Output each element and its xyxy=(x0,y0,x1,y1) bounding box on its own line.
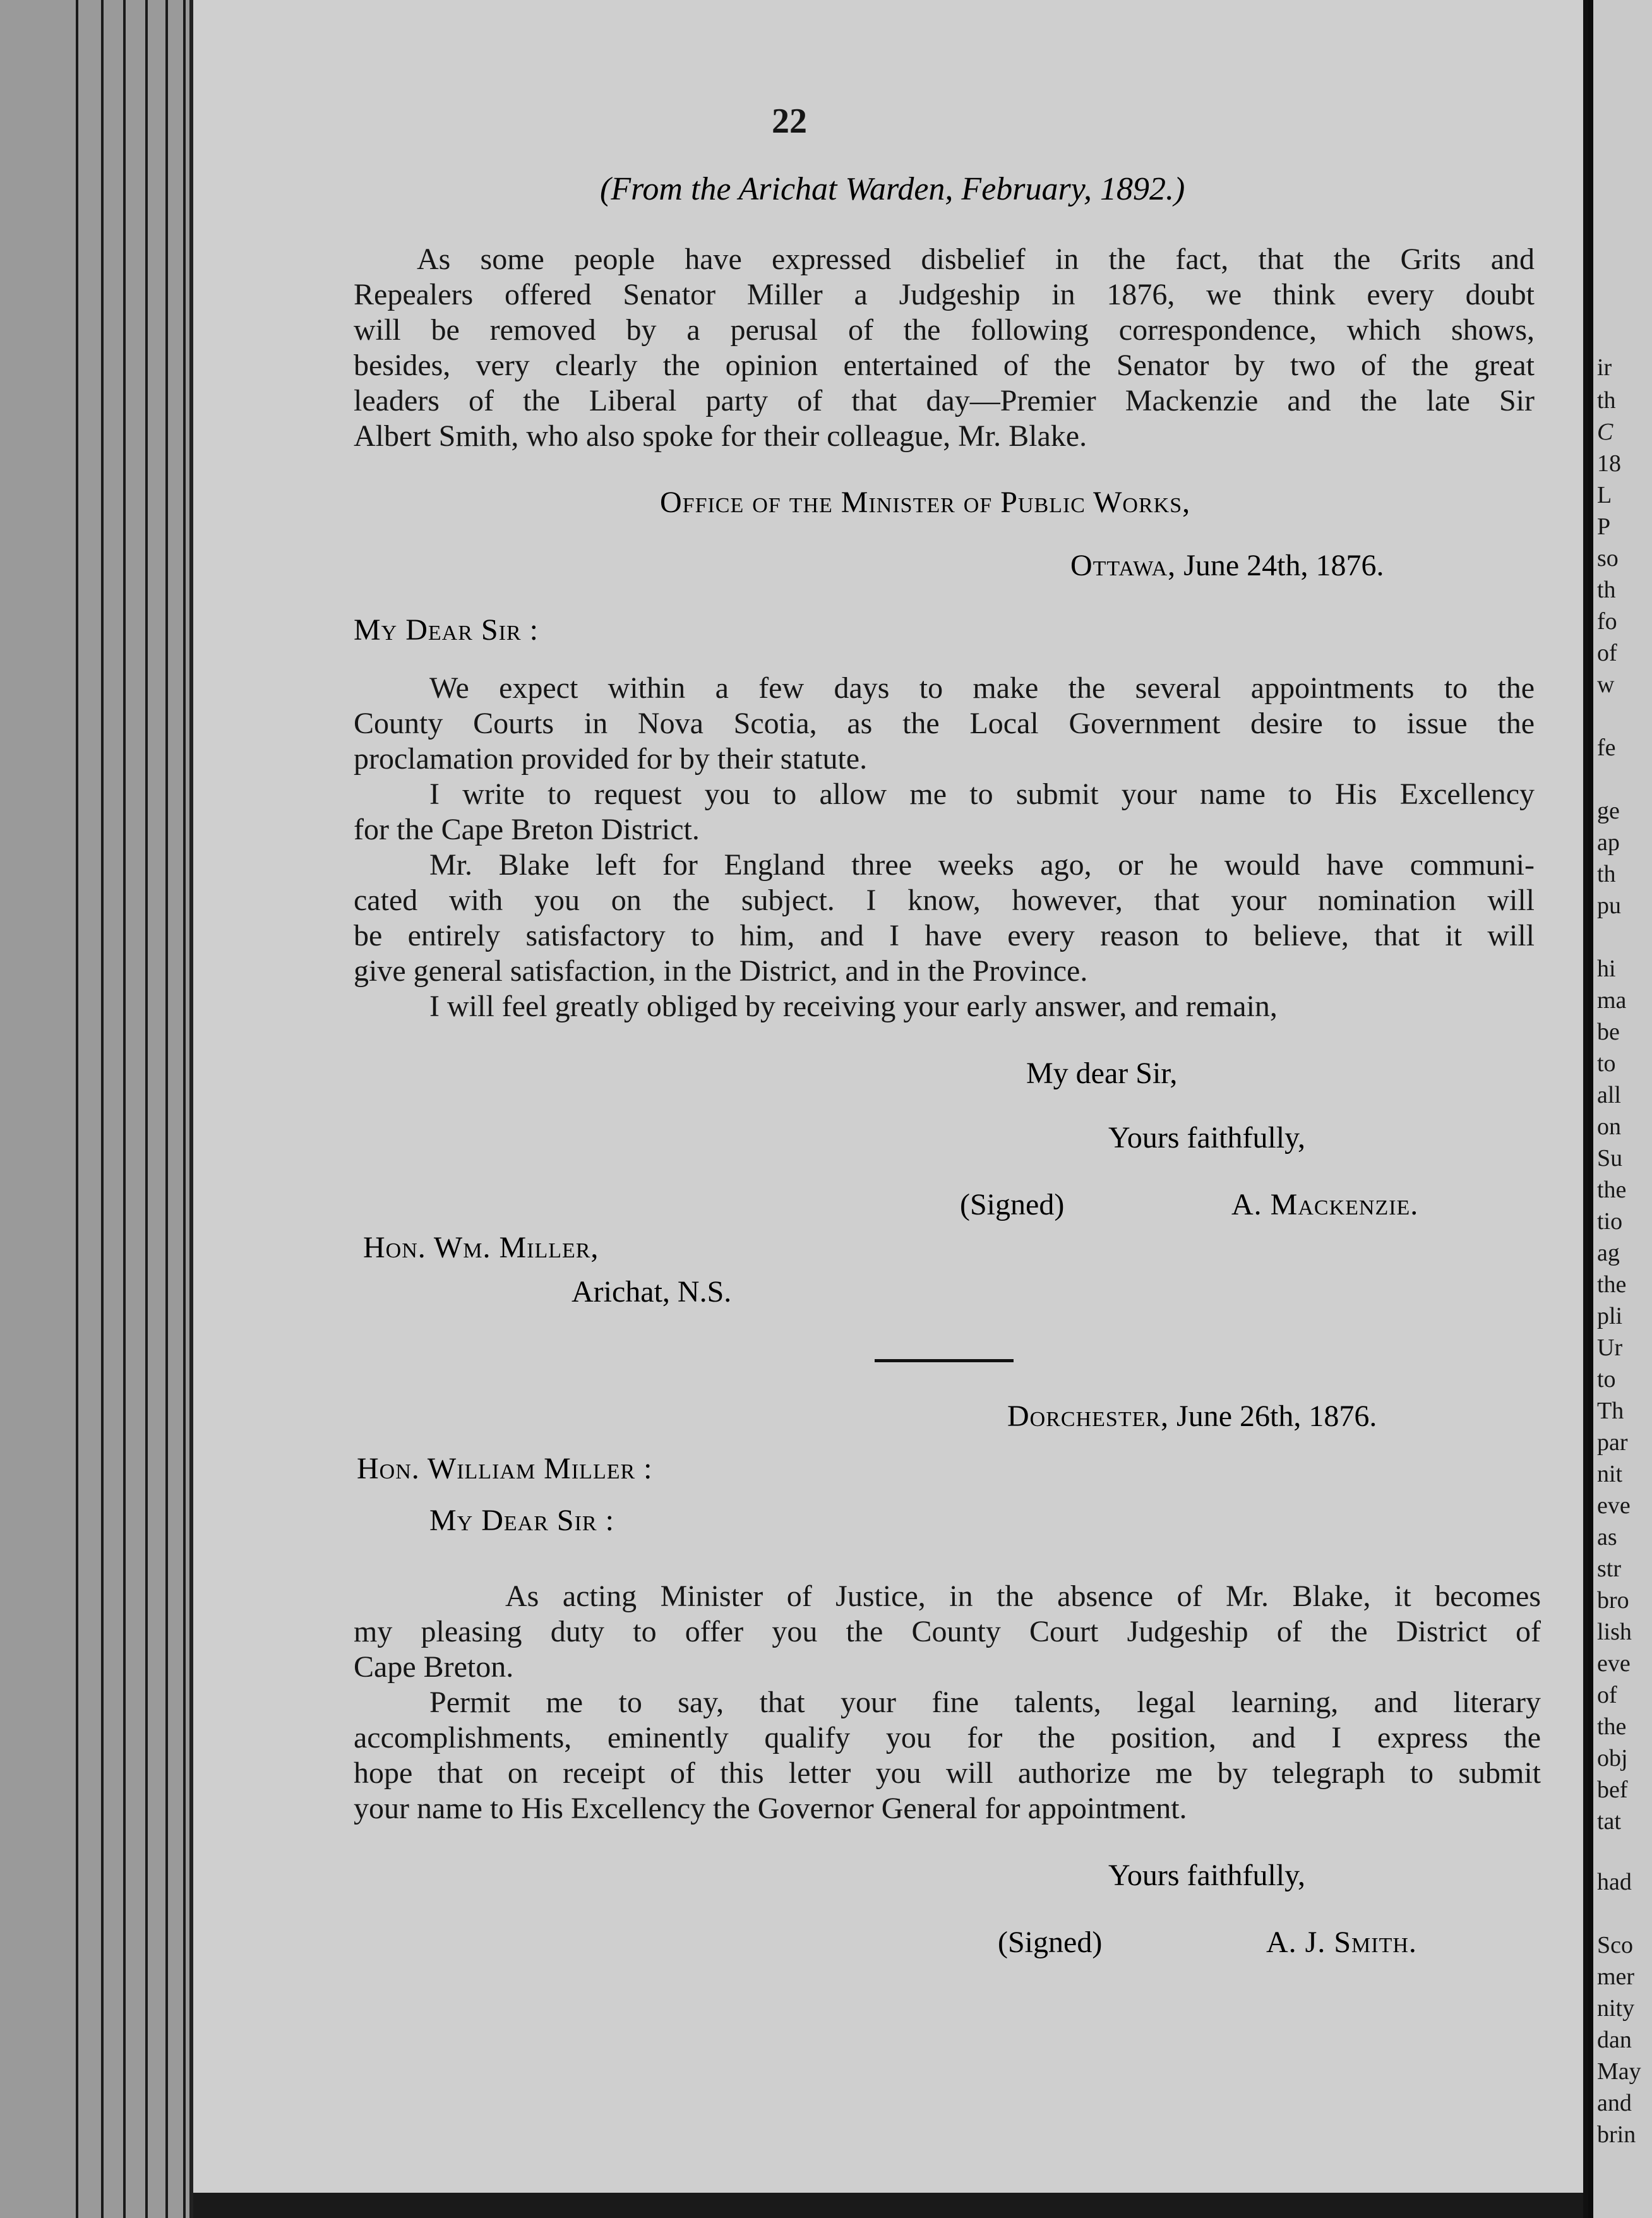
section-divider xyxy=(875,1359,1014,1362)
letter1-line: We expect within a few days to make the several appointments to the xyxy=(429,671,1535,705)
letter2-signed: (Signed) xyxy=(998,1926,1103,1959)
intro-line: leaders of the Liberal party of that day—Premier Mackenzie and the late Sir xyxy=(354,384,1535,417)
adjacent-fragment: str xyxy=(1597,1556,1621,1582)
adjacent-fragment: lish xyxy=(1597,1619,1632,1645)
letter2-line: hope that on receipt of this letter you will authorize me by telegraph to submit xyxy=(354,1756,1541,1790)
source-line: (From the Arichat Warden, February, 1892.) xyxy=(600,171,1185,207)
adjacent-fragment: pli xyxy=(1597,1303,1623,1329)
letter2-line: Cape Breton. xyxy=(354,1650,514,1684)
adjacent-fragment: par xyxy=(1597,1429,1628,1456)
page-bottom-shadow xyxy=(193,2193,1583,2218)
adjacent-fragment: bef xyxy=(1597,1777,1628,1803)
adjacent-fragment: had xyxy=(1597,1869,1632,1895)
adjacent-fragment: ag xyxy=(1597,1240,1620,1266)
adjacent-fragment: of xyxy=(1597,1682,1617,1708)
letter2-place: Dorchester, xyxy=(1007,1400,1170,1433)
letter2-line: Permit me to say, that your fine talents, legal learning, and literary xyxy=(429,1686,1541,1719)
adjacent-fragment: L xyxy=(1597,482,1612,508)
letter2-date: June 26th, 1876. xyxy=(1176,1400,1377,1433)
letter2-line: my pleasing duty to offer you the County Court Judgeship of the District of xyxy=(354,1615,1541,1648)
page-edge xyxy=(123,0,126,2218)
page-edge xyxy=(101,0,104,2218)
adjacent-fragment: ap xyxy=(1597,829,1620,856)
letter2-addressee: Hon. William Miller : xyxy=(357,1452,653,1485)
adjacent-fragment: be xyxy=(1597,1019,1620,1045)
adjacent-fragment: the xyxy=(1597,1271,1627,1298)
adjacent-fragment: ma xyxy=(1597,987,1627,1014)
adjacent-fragment: Th xyxy=(1597,1398,1624,1424)
letter1-signed: (Signed) xyxy=(960,1188,1065,1221)
page-number: 22 xyxy=(772,102,807,141)
adjacent-fragment: to xyxy=(1597,1366,1616,1393)
adjacent-fragment: Su xyxy=(1597,1145,1623,1172)
letter1-closing: My dear Sir, xyxy=(1026,1057,1178,1090)
page-edge xyxy=(145,0,148,2218)
letter1-line: Mr. Blake left for England three weeks ago, or he would have communi- xyxy=(429,848,1535,882)
letter2-line: As acting Minister of Justice, in the absence of Mr. Blake, it becomes xyxy=(505,1580,1541,1613)
letter1-line: be entirely satisfactory to him, and I have every reason to believe, that it will xyxy=(354,919,1535,952)
stacked-page-edges xyxy=(0,0,208,2218)
adjacent-fragment: all xyxy=(1597,1082,1621,1108)
letter1-closing: Yours faithfully, xyxy=(1108,1121,1306,1154)
letter1-line: cated with you on the subject. I know, however, that your nomination will xyxy=(354,884,1535,917)
adjacent-fragment: dan xyxy=(1597,2027,1632,2053)
letter2-dateline xyxy=(1007,1399,1377,1434)
adjacent-fragment: th xyxy=(1597,577,1616,603)
adjacent-fragment: so xyxy=(1597,545,1619,572)
letter1-line: I write to request you to allow me to submit your name to His Excellency xyxy=(429,777,1535,811)
adjacent-page-strip xyxy=(1593,0,1652,2218)
letter1-dateline xyxy=(1070,548,1384,584)
adjacent-fragment: P xyxy=(1597,513,1611,540)
adjacent-fragment: eve xyxy=(1597,1650,1631,1677)
adjacent-fragment: ir xyxy=(1597,354,1612,381)
letter2-line: your name to His Excellency the Governor General for appointment. xyxy=(354,1792,1187,1825)
adjacent-fragment: as xyxy=(1597,1524,1617,1550)
letter2-line: accomplishments, eminently qualify you for the position, and I express the xyxy=(354,1721,1541,1754)
adjacent-fragment: of xyxy=(1597,640,1617,666)
intro-line: As some people have expressed disbelief in the fact, that the Grits and xyxy=(417,243,1535,276)
intro-line: Albert Smith, who also spoke for their colleague, Mr. Blake. xyxy=(354,419,1087,453)
adjacent-fragment: eve xyxy=(1597,1492,1631,1519)
letter2-signer: A. J. Smith. xyxy=(1266,1926,1417,1959)
intro-line: besides, very clearly the opinion entertained of the Senator by two of the great xyxy=(354,349,1535,382)
letter2-salutation: My Dear Sir : xyxy=(429,1504,614,1537)
letter1-line: County Courts in Nova Scotia, as the Local Government desire to issue the xyxy=(354,707,1535,740)
adjacent-fragment: th xyxy=(1597,861,1616,887)
letter1-place: Ottawa, xyxy=(1070,549,1176,582)
adjacent-fragment: w xyxy=(1597,671,1615,698)
adjacent-fragment: fo xyxy=(1597,608,1617,635)
adjacent-fragment: and xyxy=(1597,2090,1632,2116)
letter1-line: for the Cape Breton District. xyxy=(354,813,700,846)
letter1-date: June 24th, 1876. xyxy=(1183,549,1384,582)
adjacent-fragment: bro xyxy=(1597,1587,1629,1614)
adjacent-fragment: th xyxy=(1597,387,1616,414)
letter1-addressee: Hon. Wm. Miller, xyxy=(363,1231,599,1264)
adjacent-fragment: obj xyxy=(1597,1745,1628,1771)
adjacent-fragment: nity xyxy=(1597,1995,1635,2022)
letter1-salutation: My Dear Sir : xyxy=(354,613,539,647)
adjacent-fragment: to xyxy=(1597,1050,1616,1077)
letter1-signer: A. Mackenzie. xyxy=(1231,1188,1419,1221)
adjacent-fragment: tat xyxy=(1597,1808,1621,1835)
letter1-line: I will feel greatly obliged by receiving your early answer, and remain, xyxy=(429,990,1278,1023)
adjacent-fragment: ge xyxy=(1597,798,1620,824)
letter1-line: proclamation provided for by their statute. xyxy=(354,742,868,776)
adjacent-fragment: May xyxy=(1597,2058,1641,2085)
intro-line: will be removed by a perusal of the following correspondence, which shows, xyxy=(354,313,1535,347)
adjacent-fragment: mer xyxy=(1597,1963,1635,1990)
adjacent-fragment: hi xyxy=(1597,956,1616,982)
page-edge xyxy=(76,0,78,2218)
adjacent-fragment: fe xyxy=(1597,734,1616,761)
adjacent-fragment: tio xyxy=(1597,1208,1623,1235)
letter1-address: Arichat, N.S. xyxy=(572,1275,732,1309)
adjacent-fragment: on xyxy=(1597,1113,1621,1140)
letter2-closing: Yours faithfully, xyxy=(1108,1859,1306,1892)
adjacent-fragment: Ur xyxy=(1597,1334,1623,1361)
adjacent-fragment: nit xyxy=(1597,1461,1623,1487)
letter1-office: Office of the Minister of Public Works, xyxy=(660,486,1191,519)
adjacent-fragment: Sco xyxy=(1597,1932,1633,1958)
intro-line: Repealers offered Senator Miller a Judgeship in 1876, we think every doubt xyxy=(354,278,1535,311)
page-edge xyxy=(183,0,186,2218)
letter1-line: give general satisfaction, in the District, and in the Province. xyxy=(354,954,1088,988)
adjacent-fragment: 18 xyxy=(1597,450,1621,477)
adjacent-fragment: the xyxy=(1597,1177,1627,1203)
adjacent-fragment: the xyxy=(1597,1713,1627,1740)
adjacent-fragment: pu xyxy=(1597,892,1621,919)
adjacent-fragment: brin xyxy=(1597,2121,1636,2148)
page-edge xyxy=(165,0,168,2218)
adjacent-fragment: C xyxy=(1597,419,1613,445)
